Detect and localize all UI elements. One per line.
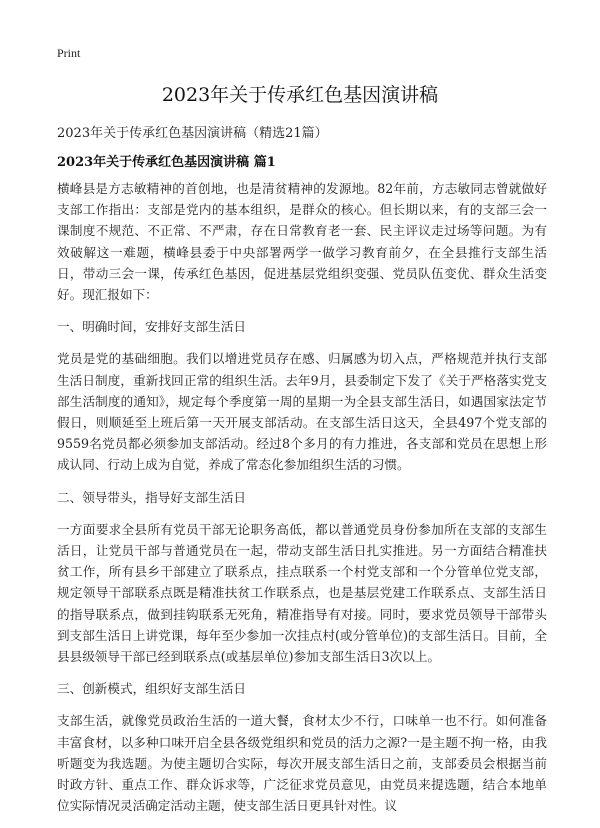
subheading-2: 二、领导带头，指导好支部生活日: [57, 489, 246, 505]
subheading-1: 一、明确时间，安排好支部生活日: [57, 319, 246, 335]
paragraph-3: 支部生活，就像党员政治生活的一道大餐，食材太少不行，口味单一也不行。如何准备丰富食材，以多种口味开启全县各级党组织和党员的活力之源?一是主题不拘一格，由我听题变为我选题。为使主题切合实际，每次开展支部生活日之前，支部委员会根据当前时政方针、重点工作、群众诉求等，广泛征求党员意见，由党员来提选题，结合本地单位实际情况灵活确定活动主题，使支部生活日更具针对性。议: [57, 713, 547, 814]
paragraph-2: 一方面要求全县所有党员干部无论职务高低，都以普通党员身份参加所在支部的支部生活日，让党员干部与普通党员在一起，带动支部生活日扎实推进。另一方面结合精准扶贫工作，所有县乡干部建立了联系点，挂点联系一个村党支部和一个分管单位党支部，规定领导干部联系点既是精准扶贫工作联系点，也是基层党建工作联系点、支部生活日的指导联系点，做到挂钩联系无死角，精准指导有对接。同时，要求党员领导干部带头到支部生活日上讲党课，每年至少参加一次挂点村(或分管单位)的支部生活日。目前，全县县级领导干部已经到联系点(或基层单位)参加支部生活日3次以上。: [57, 521, 547, 665]
intro-paragraph: 横峰县是方志敏精神的首创地，也是清贫精神的发源地。82年前，方志敏同志曾就做好支部工作指出：支部是党内的基本组织，是群众的核心。但长期以来，有的支部三会一课制度不规范、不正常、不严肃，存在日常教育老一套、民主评议走过场等问题。为有效破解这一难题，横峰县委于中央部署两学一做学习教育前夕，在全县推行支部生活日，带动三会一课，传承红色基因，促进基层党组织变强、党员队伍变优、群众生活变好。现汇报如下：: [57, 181, 547, 303]
document-title: 2023年关于传承红色基因演讲稿: [161, 84, 439, 106]
print-link[interactable]: Print: [57, 46, 81, 60]
document-subtitle: 2023年关于传承红色基因演讲稿（精选21篇）: [57, 126, 328, 141]
article-body: [57, 178, 547, 816]
subheading-3: 三、创新模式，组织好支部生活日: [57, 681, 246, 697]
section-heading: 2023年关于传承红色基因演讲稿 篇1: [57, 155, 276, 170]
paragraph-1: 党员是党的基础细胞。我们以增进党员存在感、归属感为切入点，严格规范并执行支部生活日制度，重新找回正常的组织生活。去年9月，县委制定下发了《关于严格落实党支部生活制度的通知》，规定每个季度第一周的星期一为全县支部生活日，如遇国家法定节假日，则顺延至上班后第一天开展支部活动。在支部生活日这天，全县497个党支部的9559名党员都必须参加支部活动。经过8个多月的有力推进，各支部和党员在思想上形成认同、行动上成为自觉，养成了常态化参加组织生活的习惯。: [57, 351, 547, 473]
